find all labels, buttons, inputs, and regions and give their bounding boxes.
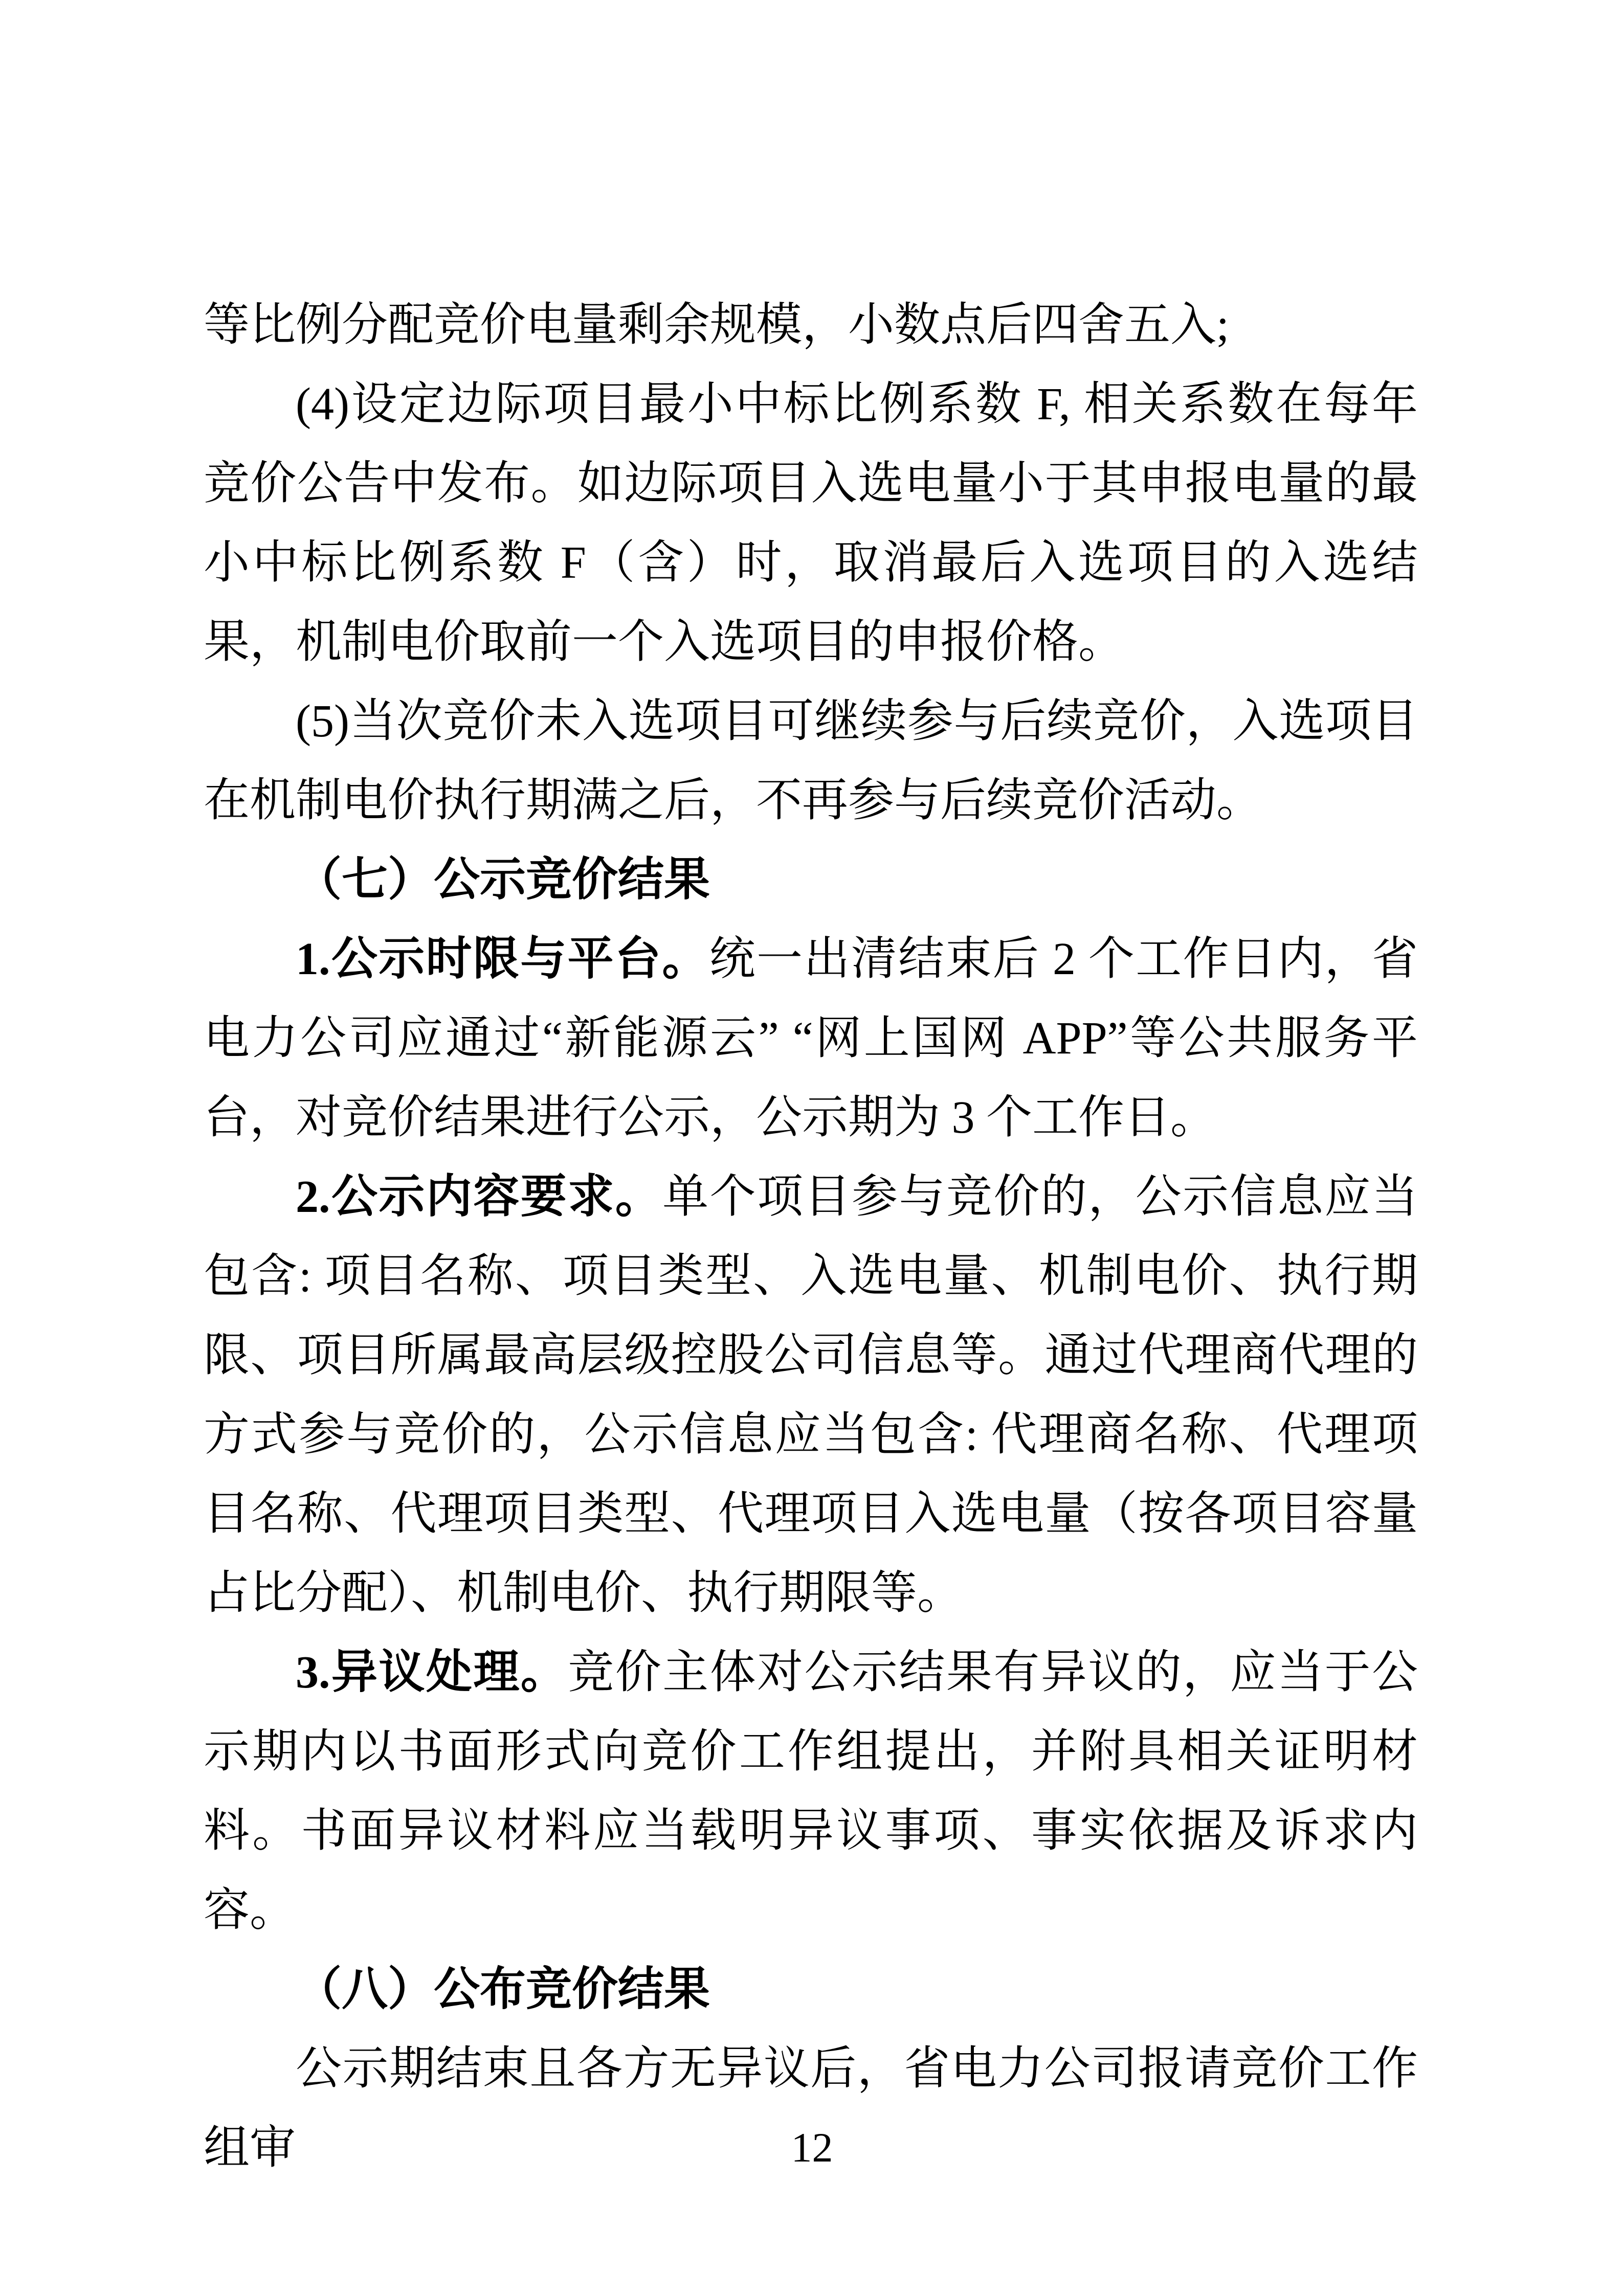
document-body [204,285,1418,2188]
text-run: 竞价主体对公示结果有异议的，应当于公示期内以书面形式向竞价工作组提出，并附具相关证明材料。书面异议材料应当载明异议事项、事实依据及诉求内容。 [204,1647,1418,1935]
page-number: 12 [791,2124,833,2171]
text-run: (5)当次竞价未入选项目可继续参与后续竞价，入选项目在机制电价执行期满之后，不再参与后续竞价活动。 [204,696,1418,826]
text-run: 单个项目参与竞价的，公示信息应当包含: 项目名称、项目类型、入选电量、机制电价、执行期限、项目所属最高层级控股公司信息等。通过代理商代理的方式参与竞价的，公示信息应当包含: 代理商名称、代理项目名称、代理项目类型、代理项目入选电量（按各项目容量占比分配）、机制电价、执行期限等。 [204,1172,1418,1618]
paragraph [204,365,1418,682]
bold-run: （八）公布竞价结果 [296,1964,710,2015]
bold-run: （七）公示竞价结果 [296,854,710,905]
paragraph [204,1157,1418,1633]
paragraph [204,285,1418,365]
bold-run: 1.公示时限与平台。 [296,934,709,984]
bold-run: 3.异议处理。 [296,1647,568,1698]
paragraph [204,1633,1418,1950]
section-heading [204,1950,1418,2029]
paragraph [204,919,1418,1157]
paragraph [204,682,1418,840]
text-run: 等比例分配竞价电量剩余规模，小数点后四舍五入; [204,300,1230,350]
text-run: 统一出清结束后 2 个工作日内，省电力公司应通过“新能源云” “网上国网 APP”等公共服务平台，对竞价结果进行公示，公示期为 3 个工作日。 [204,934,1418,1143]
bold-run: 2.公示内容要求。 [296,1172,663,1222]
text-run: (4)设定边际项目最小中标比例系数 F, 相关系数在每年竞价公告中发布。如边际项目入选电量小于其申报电量的最小中标比例系数 F（含）时，取消最后入选项目的入选结果，机制电价取前一个入选项目的申报价格。 [204,379,1418,667]
text-run: 公示期结束且各方无异议后，省电力公司报请竞价工作组审 [204,2043,1418,2173]
section-heading [204,840,1418,919]
